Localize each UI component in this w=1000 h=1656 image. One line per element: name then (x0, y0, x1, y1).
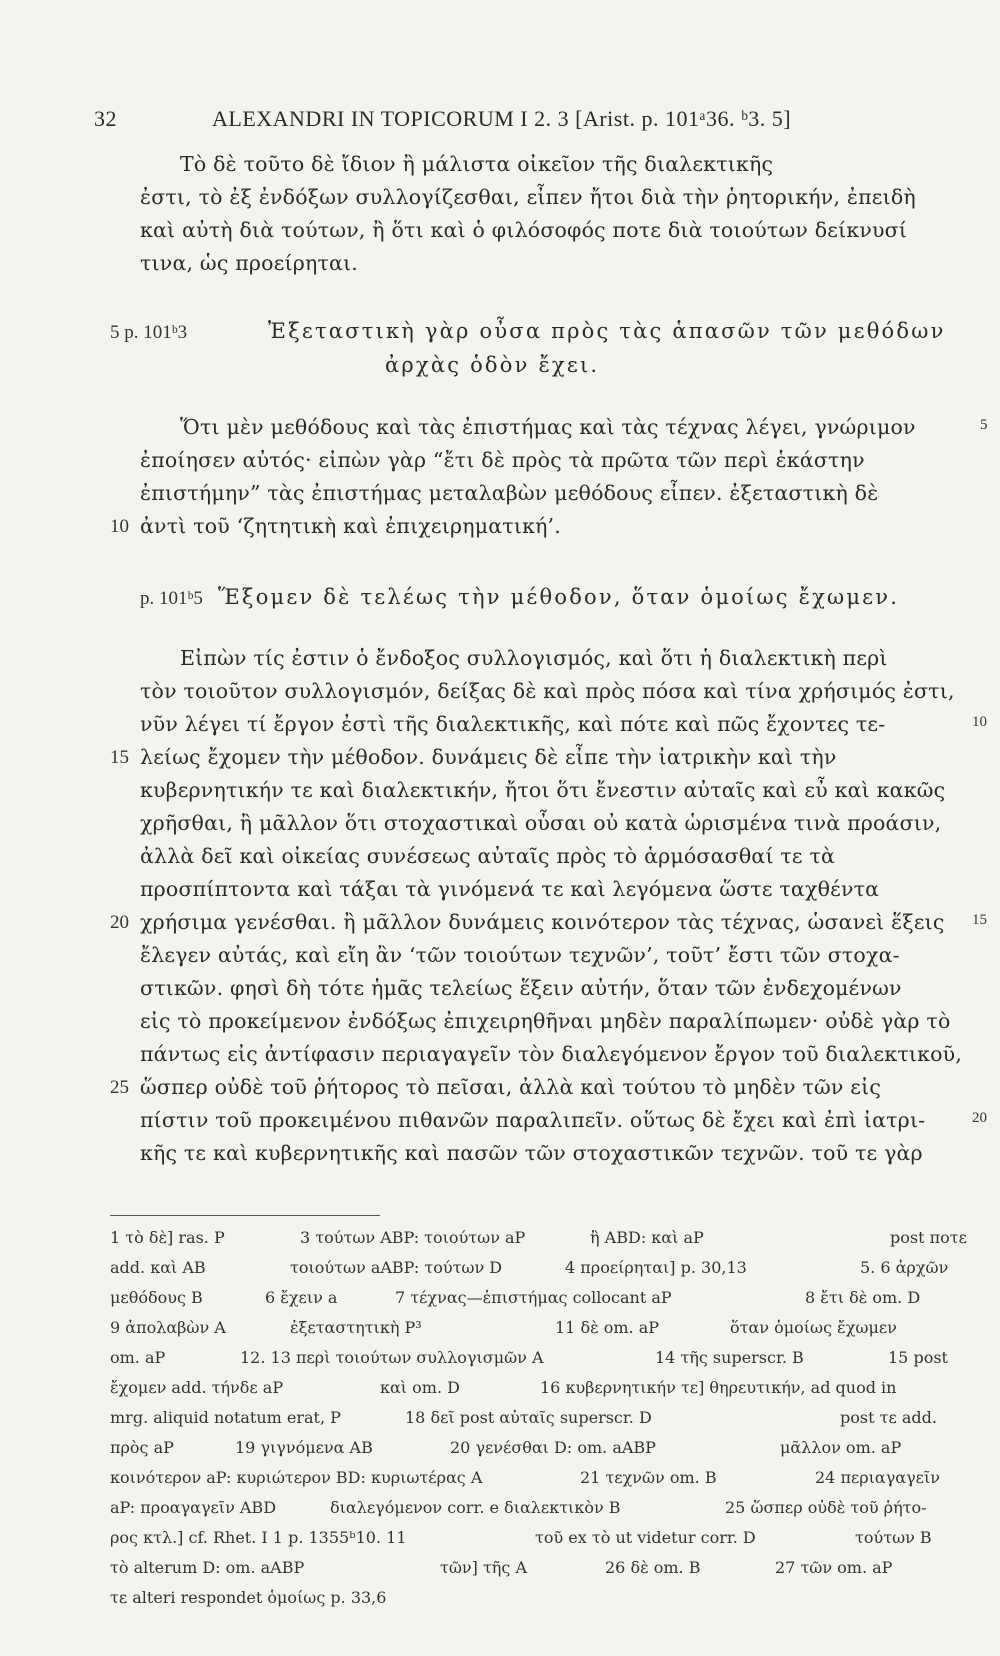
page-number: 32 (94, 106, 117, 131)
text-line: χρήσιμα γενέσθαι. ἢ μᾶλλον δυνάμεις κοινότερον τὰς τέχνας, ὡσανεὶ ἕξεις (140, 910, 945, 934)
text-line: χρῆσθαι, ἢ μᾶλλον ὅτι στοχαστικαὶ οὖσαι οὐ κατὰ ὡρισμένα τινὰ προάσιν, (140, 811, 942, 835)
apparatus-entry: 3 τούτων ABP: τοιούτων aP (300, 1228, 526, 1247)
apparatus-entry: τούτων B (855, 1528, 932, 1547)
apparatus-entry: μεθόδους B (110, 1288, 203, 1307)
text-line: νῦν λέγει τί ἔργον ἐστὶ τῆς διαλεκτικῆς, καὶ πότε καὶ πῶς ἔχοντες τε- (140, 712, 886, 736)
line-number-right: 20 (972, 1110, 987, 1126)
apparatus-entry: post τε add. (840, 1408, 937, 1427)
apparatus-entry: διαλεγόμενον corr. e διαλεκτικὸν B (330, 1498, 621, 1517)
apparatus-entry: 25 ὥσπερ οὐδὲ τοῦ ῥήτο- (725, 1498, 927, 1517)
apparatus-entry: τοιούτων aABP: τούτων D (290, 1258, 503, 1277)
apparatus-entry: καὶ om. D (380, 1378, 460, 1397)
line-number-left: 10 (110, 516, 129, 537)
apparatus-entry: τὸ alterum D: om. aABP (110, 1558, 305, 1577)
apparatus-entry: 5. 6 ἀρχῶν (860, 1258, 949, 1277)
apparatus-entry: 8 ἔτι δὲ om. D (805, 1288, 921, 1307)
text-line: ὥσπερ οὐδὲ τοῦ ῥήτορος τὸ πεῖσαι, ἀλλὰ καὶ τούτου τὸ μηδὲν τῶν εἰς (140, 1075, 882, 1099)
text-line: ἐποίησεν αὐτός· εἰπὼν γὰρ “ἔτι δὲ πρὸς τὰ πρῶτα τῶν περὶ ἑκάστην (140, 448, 865, 472)
apparatus-entry: 14 τῆς superscr. B (655, 1348, 804, 1367)
text-line: τινα, ὡς προείρηται. (140, 251, 359, 275)
line-number-left: 15 (110, 747, 129, 768)
footnote-rule (110, 1215, 380, 1216)
lemma-reference: 5 p. 101ᵇ3 (110, 322, 188, 343)
apparatus-entry: ὅταν ὁμοίως ἔχωμεν (730, 1318, 897, 1337)
text-line: πάντως εἰς ἀντίφασιν περιαγαγεῖν τὸν διαλεγόμενον ἔργον τοῦ διαλεκτικοῦ, (140, 1042, 963, 1066)
apparatus-entry: 24 περιαγαγεῖν (815, 1468, 940, 1487)
apparatus-entry: τε alteri respondet ὁμοίως p. 33,6 (110, 1588, 387, 1607)
line-number-left: 25 (110, 1077, 129, 1098)
apparatus-entry: 9 ἀπολαβὼν A (110, 1318, 226, 1337)
text-line: Εἰπὼν τίς ἐστιν ὁ ἔνδοξος συλλογισμός, καὶ ὅτι ἡ διαλεκτικὴ περὶ (180, 646, 888, 670)
text-line: ἀλλὰ δεῖ καὶ οἰκείας συνέσεως αὐταῖς πρὸς τὸ ἁρμόσασθαί τε τὰ (140, 844, 836, 868)
apparatus-entry: 11 δὲ om. aP (555, 1318, 660, 1337)
apparatus-entry: 7 τέχνας—ἐπιστήμας collocant aP (395, 1288, 672, 1307)
apparatus-entry: 18 δεῖ post αὐταῖς superscr. D (405, 1408, 652, 1427)
apparatus-entry: mrg. aliquid notatum erat, P (110, 1408, 341, 1427)
line-number-right: 5 (980, 417, 988, 433)
apparatus-entry: ρος κτλ.] cf. Rhet. I 1 p. 1355ᵇ10. 11 (110, 1528, 407, 1547)
apparatus-entry: τοῦ ex τὸ ut videtur corr. D (535, 1528, 756, 1547)
apparatus-entry: 21 τεχνῶν om. B (580, 1468, 717, 1487)
apparatus-entry: post ποτε (890, 1228, 967, 1247)
lemma-text: Ἐξεταστικὴ γὰρ οὖσα πρὸς τὰς ἁπασῶν τῶν μεθόδων (268, 319, 946, 343)
text-line: εἰς τὸ προκείμενον ἐνδόξως ἐπιχειρηθῆναι μηδὲν παραλίπωμεν· οὐδὲ γὰρ τὸ (140, 1009, 951, 1033)
text-line: κυβερνητικήν τε καὶ διαλεκτικήν, ἤτοι ὅτι ἔνεστιν αὐταῖς καὶ εὖ καὶ κακῶς (140, 778, 946, 802)
apparatus-entry: 4 προείρηται] p. 30,13 (565, 1258, 747, 1277)
text-line: ἔλεγεν αὐτάς, καὶ εἴη ἂν ‘τῶν τοιούτων τεχνῶν’, τοῦτ’ ἔστι τῶν στοχα- (140, 943, 900, 967)
line-number-left: 20 (110, 912, 129, 933)
text-line: Τὸ δὲ τοῦτο δὲ ἴδιον ἢ μάλιστα οἰκεῖον τῆς διαλεκτικῆς (180, 152, 774, 176)
text-line: στικῶν. φησὶ δὴ τότε ἡμᾶς τελείως ἕξειν αὐτήν, ὅταν τῶν ἐνδεχομένων (140, 976, 902, 1000)
apparatus-entry: 12. 13 περὶ τοιούτων συλλογισμῶν A (240, 1348, 544, 1367)
text-line: ἀντὶ τοῦ ‘ζητητικὴ καὶ ἐπιχειρηματική’. (140, 514, 561, 538)
lemma-reference: p. 101ᵇ5 (140, 588, 203, 609)
apparatus-entry: add. καὶ AB (110, 1258, 206, 1277)
text-line: προσπίπτοντα καὶ τάξαι τὰ γινόμενά τε καὶ λεγόμενα ὥστε ταχθέντα (140, 877, 880, 901)
text-line: ἐπιστήμην” τὰς ἐπιστήμας μεταλαβὼν μεθόδους εἶπεν. ἐξεταστικὴ δὲ (140, 481, 879, 505)
apparatus-entry: 1 τὸ δὲ] ras. P (110, 1228, 225, 1247)
text-line: ἐστι, τὸ ἐξ ἐνδόξων συλλογίζεσθαι, εἶπεν ἤτοι διὰ τὴν ῥητορικήν, ἐπειδὴ (140, 185, 916, 209)
apparatus-entry: 16 κυβερνητικήν τε] θηρευτικήν, ad quod in (540, 1378, 897, 1397)
apparatus-entry: 26 δὲ om. B (605, 1558, 701, 1577)
lemma-text: ἀρχὰς ὁδὸν ἔχει. (385, 353, 600, 377)
apparatus-entry: 20 γενέσθαι D: om. aABP (450, 1438, 656, 1457)
text-line: τὸν τοιοῦτον συλλογισμόν, δείξας δὲ καὶ πρὸς πόσα καὶ τίνα χρήσιμός ἐστι, (140, 679, 955, 703)
apparatus-entry: ἔχομεν add. τήνδε aP (110, 1378, 284, 1397)
apparatus-entry: ἐξεταστητικὴ P³ (290, 1318, 422, 1337)
line-number-right: 15 (972, 912, 987, 928)
apparatus-entry: 6 ἔχειν a (265, 1288, 338, 1307)
running-title: ALEXANDRI IN TOPICORUM I 2. 3 [Arist. p. 101ᵃ36. ᵇ3. 5] (212, 106, 792, 131)
apparatus-entry: 15 post (888, 1348, 948, 1367)
apparatus-entry: ἢ ABD: καὶ aP (590, 1228, 704, 1247)
text-line: καὶ αὐτὴ διὰ τούτων, ἢ ὅτι καὶ ὁ φιλόσοφός ποτε διὰ τοιούτων δείκνυσί (140, 218, 908, 242)
apparatus-entry: τῶν] τῆς A (440, 1558, 527, 1577)
apparatus-entry: 19 γιγνόμενα AB (235, 1438, 373, 1457)
apparatus-entry: μᾶλλον om. aP (780, 1438, 902, 1457)
lemma-text: Ἕξομεν δὲ τελέως τὴν μέθοδον, ὅταν ὁμοίως ἔχωμεν. (218, 585, 900, 609)
apparatus-entry: πρὸς aP (110, 1438, 174, 1457)
text-line: κῆς τε καὶ κυβερνητικῆς καὶ πασῶν τῶν στοχαστικῶν τεχνῶν. τοῦ τε γὰρ (140, 1141, 923, 1165)
text-line: πίστιν τοῦ προκειμένου πιθανῶν παραλιπεῖν. οὕτως δὲ ἔχει καὶ ἐπὶ ἰατρι- (140, 1108, 926, 1132)
text-line: λείως ἔχομεν τὴν μέθοδον. δυνάμεις δὲ εἶπε τὴν ἰατρικὴν καὶ τὴν (140, 745, 837, 769)
apparatus-entry: 27 τῶν om. aP (775, 1558, 893, 1577)
apparatus-entry: om. aP (110, 1348, 166, 1367)
apparatus-entry: κοινότερον aP: κυριώτερον BD: κυριωτέρας A (110, 1468, 483, 1487)
text-line: Ὅτι μὲν μεθόδους καὶ τὰς ἐπιστήμας καὶ τὰς τέχνας λέγει, γνώριμον (180, 415, 916, 439)
apparatus-entry: aP: προαγαγεῖν ABD (110, 1498, 277, 1517)
line-number-right: 10 (972, 714, 987, 730)
